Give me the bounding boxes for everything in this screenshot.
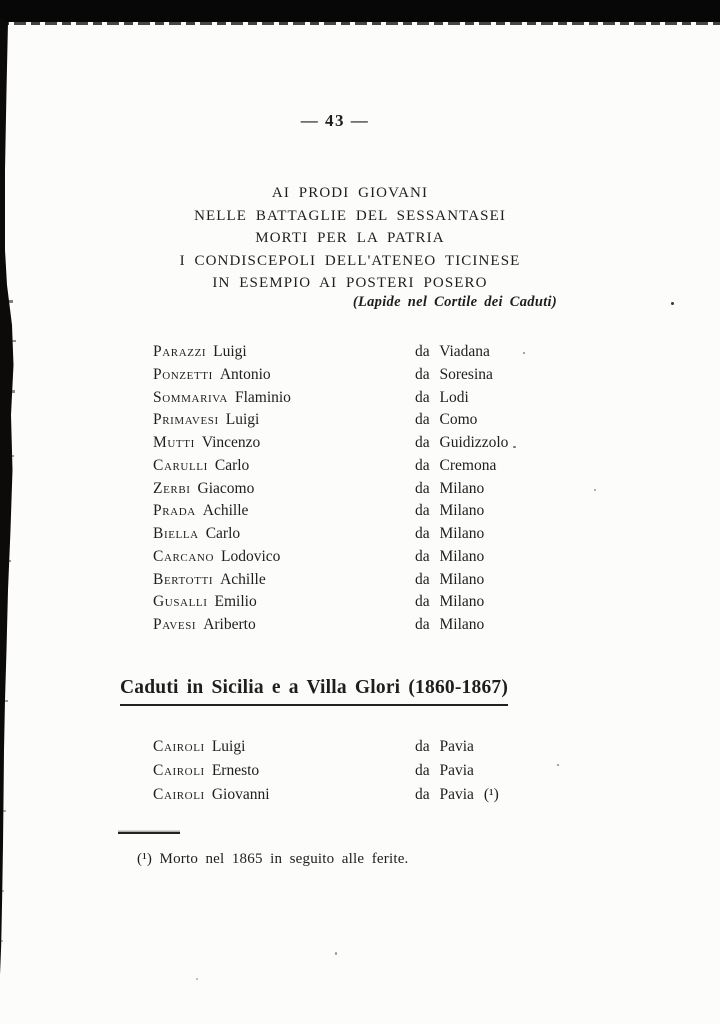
casualty-row: [153, 591, 593, 614]
given-name: Ernesto: [211, 762, 260, 779]
origin: da Milano: [415, 570, 485, 588]
casualty-row: [153, 387, 593, 410]
dedication-line: MORTI PER LA PATRIA: [255, 230, 445, 247]
casualty-row: [153, 341, 593, 364]
given-name: Luigi: [213, 343, 247, 360]
given-name: Luigi: [225, 411, 260, 429]
sicilia-roll: [153, 735, 593, 807]
origin: da Milano: [415, 525, 485, 542]
origin: da Lodi: [415, 388, 469, 406]
casualty-row: [153, 523, 593, 546]
given-name: Antonio: [219, 365, 271, 383]
origin: da Milano: [415, 479, 485, 497]
origin: da Milano: [415, 593, 485, 611]
noise-speck: [335, 952, 337, 955]
given-name: Ariberto: [203, 616, 256, 633]
surname: Parazzi: [153, 343, 207, 360]
given-name: Achille: [220, 570, 266, 588]
footnote: (¹) Morto nel 1865 in seguito alle ferite.: [137, 851, 409, 867]
surname: Cairoli: [153, 738, 205, 755]
surname: Prada: [153, 502, 196, 520]
surname: Carcano: [153, 547, 214, 565]
noise-speck: [594, 489, 596, 491]
given-name: Giacomo: [197, 479, 255, 497]
footnote-rule: [118, 832, 180, 834]
scan-top-edge: [0, 0, 720, 22]
casualty-row: [153, 759, 593, 783]
origin: da Milano: [415, 502, 485, 520]
origin: da Como: [415, 411, 478, 429]
surname: Primavesi: [153, 411, 219, 429]
surname: Bertotti: [153, 570, 214, 588]
surname: Ponzetti: [153, 365, 213, 383]
origin: da Pavia: [415, 738, 474, 755]
given-name: Carlo: [205, 525, 241, 542]
given-name: Achille: [202, 502, 249, 520]
dedication-epigraph: [140, 182, 560, 295]
casualty-row: [153, 546, 593, 569]
surname: Sommariva: [153, 388, 228, 406]
surname: Carulli: [153, 456, 208, 474]
given-name: Lodovico: [221, 547, 281, 565]
surname: Pavesi: [153, 616, 197, 633]
surname: Cairoli: [153, 786, 205, 803]
noise-speck: [196, 978, 198, 980]
origin: da Milano: [415, 547, 485, 565]
origin: da Soresina: [415, 365, 493, 383]
epigraph-attribution: (Lapide nel Cortile dei Caduti): [352, 294, 557, 310]
casualty-row: [153, 364, 593, 387]
casualty-row: [153, 478, 593, 501]
casualty-row: [153, 614, 593, 637]
given-name: Luigi: [211, 738, 246, 755]
dedication-line: I CONDISCEPOLI DELL'ATENEO TICINESE: [179, 252, 521, 269]
casualty-row: [153, 783, 593, 807]
origin: da Pavia: [415, 762, 474, 779]
casualty-row: [153, 735, 593, 759]
noise-speck: [671, 302, 674, 305]
surname: Gusalli: [153, 593, 208, 611]
given-name: Emilio: [214, 593, 257, 611]
casualty-row: [153, 432, 593, 455]
origin: da Cremona: [415, 456, 497, 474]
casualty-row: [153, 569, 593, 592]
origin: da Pavia (¹): [415, 786, 499, 803]
given-name: Flaminio: [234, 388, 291, 406]
surname: Mutti: [153, 434, 195, 451]
casualty-roll: [153, 341, 593, 637]
casualty-row: [153, 500, 593, 523]
casualty-row: [153, 455, 593, 478]
dedication-line: AI PRODI GIOVANI: [271, 185, 429, 201]
surname: Zerbi: [153, 479, 191, 497]
given-name: Giovanni: [211, 786, 270, 803]
origin: da Milano: [415, 616, 485, 633]
dedication-line: NELLE BATTAGLIE DEL SESSANTASEI: [194, 207, 506, 224]
origin: da Viadana: [415, 343, 490, 360]
given-name: Carlo: [214, 456, 250, 474]
section-heading: Caduti in Sicilia e a Villa Glori (1860-1867): [120, 677, 508, 706]
dedication-line: IN ESEMPIO AI POSTERI POSERO: [212, 275, 488, 292]
surname: Biella: [153, 525, 199, 542]
origin: da Guidizzolo: [415, 434, 509, 451]
casualty-row: [153, 409, 593, 432]
page-number: — 43 —: [300, 111, 370, 130]
scan-left-edge: [0, 0, 22, 1024]
given-name: Vincenzo: [201, 434, 261, 451]
surname: Cairoli: [153, 762, 205, 779]
